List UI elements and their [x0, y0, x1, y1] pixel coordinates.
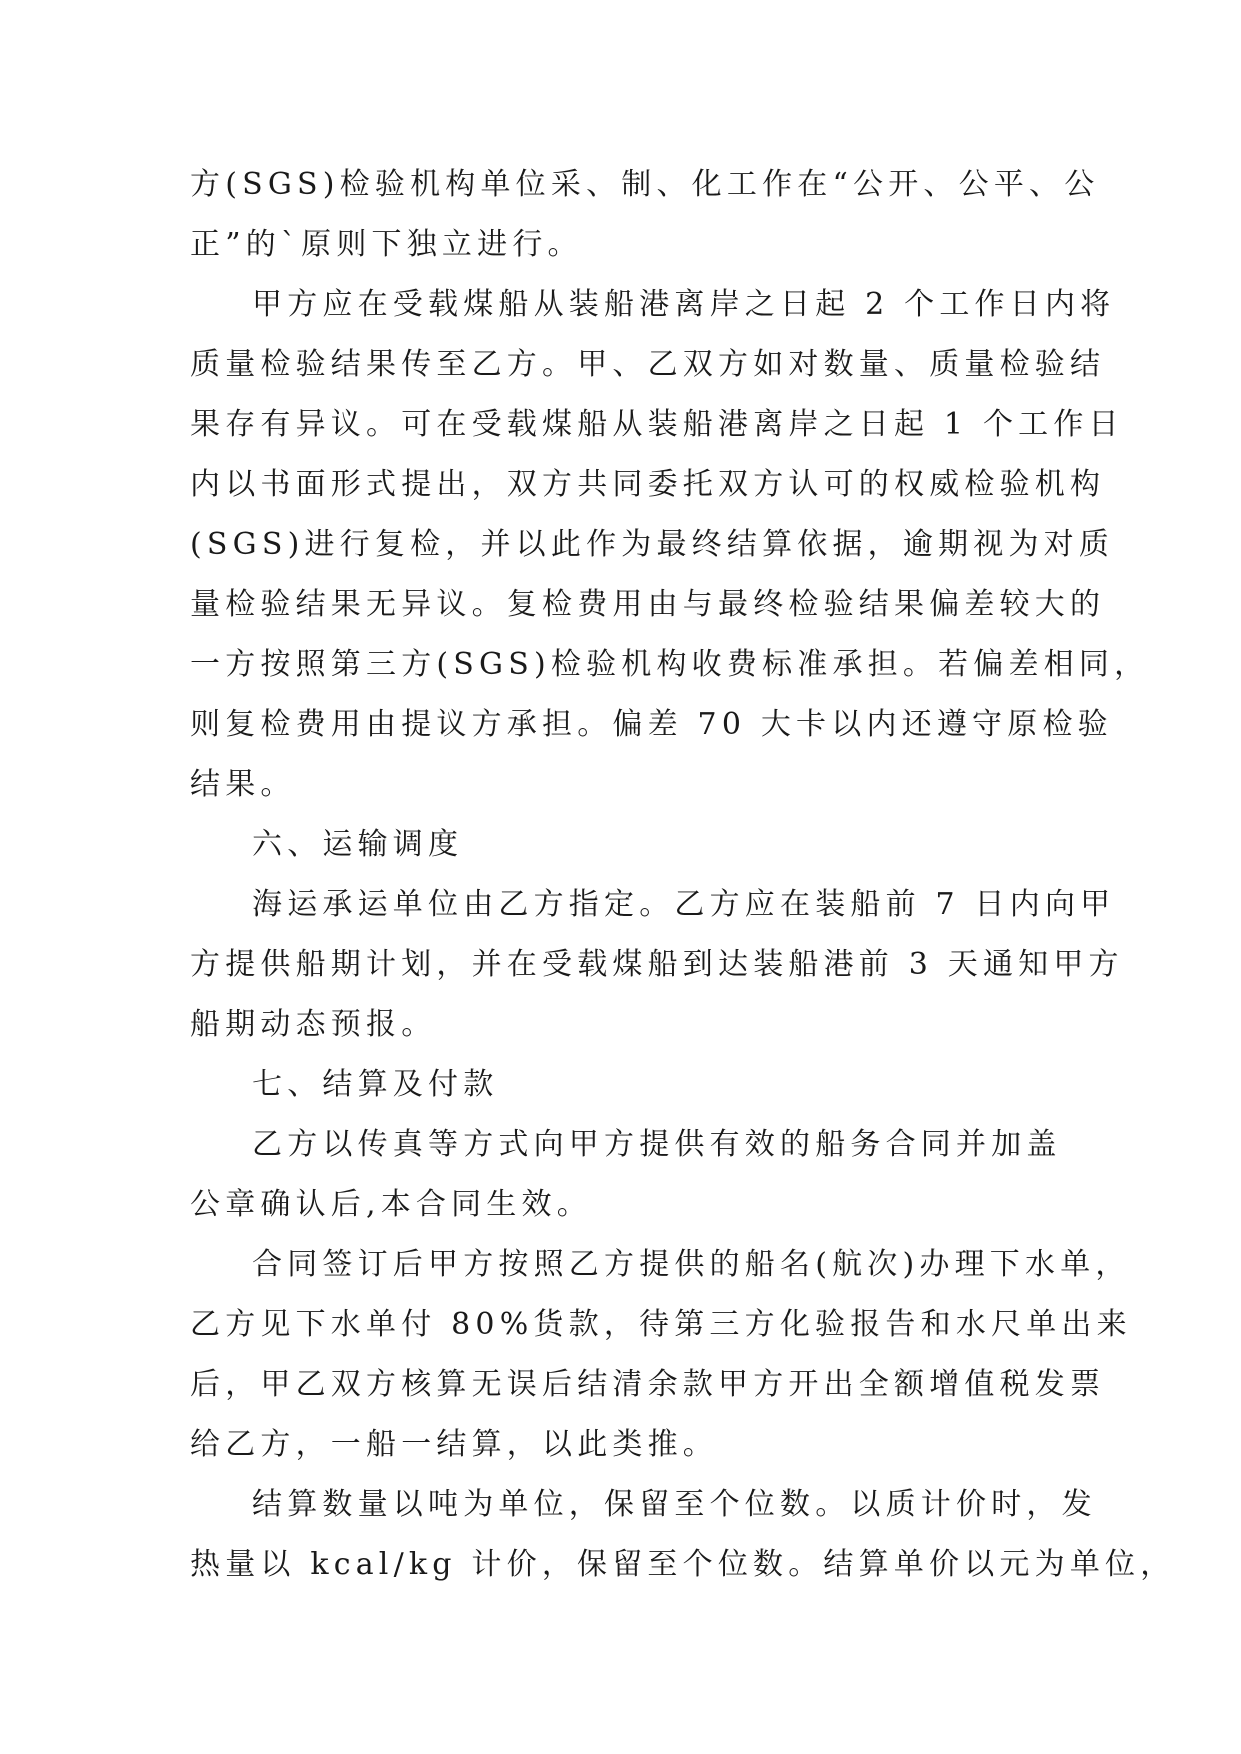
text-line: 甲方应在受载煤船从装船港离岸之日起 2 个工作日内将 — [252, 287, 1116, 322]
text-line: 方(SGS)检验机构单位采、制、化工作在“公开、公平、公 — [190, 167, 1100, 202]
text-line: 正”的`原则下独立进行。 — [190, 227, 583, 262]
text-line: (SGS)进行复检，并以此作为最终结算依据，逾期视为对质 — [190, 527, 1115, 562]
text-line: 果存有异议。可在受载煤船从装船港离岸之日起 1 个工作日 — [190, 407, 1124, 442]
text-line: 公章确认后,本合同生效。 — [190, 1187, 592, 1222]
document-body — [190, 155, 1176, 1595]
text-line: 海运承运单位由乙方指定。乙方应在装船前 7 日内向甲 — [252, 887, 1116, 922]
text-line: 一方按照第三方(SGS)检验机构收费标准承担。若偏差相同， — [190, 647, 1150, 682]
text-line: 热量以 kcal/kg 计价，保留至个位数。结算单价以元为单位， — [190, 1547, 1176, 1582]
text-line: 则复检费用由提议方承担。偏差 70 大卡以内还遵守原检验 — [190, 707, 1113, 742]
text-line: 质量检验结果传至乙方。甲、乙双方如对数量、质量检验结 — [190, 347, 1106, 382]
text-line: 合同签订后甲方按照乙方提供的船名(航次)办理下水单， — [252, 1247, 1131, 1282]
text-line: 给乙方，一船一结算，以此类推。 — [190, 1427, 718, 1462]
text-line: 后，甲乙双方核算无误后结清余款甲方开出全额增值税发票 — [190, 1367, 1106, 1402]
text-line: 乙方见下水单付 80%货款，待第三方化验报告和水尺单出来 — [190, 1307, 1132, 1342]
text-line: 内以书面形式提出，双方共同委托双方认可的权威检验机构 — [190, 467, 1106, 502]
text-line: 乙方以传真等方式向甲方提供有效的船务合同并加盖 — [252, 1127, 1062, 1162]
text-line: 七、结算及付款 — [252, 1067, 499, 1102]
text-line: 量检验结果无异议。复检费用由与最终检验结果偏差较大的 — [190, 587, 1106, 622]
text-line: 结果。 — [190, 767, 296, 802]
text-line: 结算数量以吨为单位，保留至个位数。以质计价时，发 — [252, 1487, 1097, 1522]
text-line: 六、运输调度 — [252, 827, 464, 862]
text-line: 船期动态预报。 — [190, 1007, 437, 1042]
text-line: 方提供船期计划，并在受载煤船到达装船港前 3 天通知甲方 — [190, 947, 1124, 982]
